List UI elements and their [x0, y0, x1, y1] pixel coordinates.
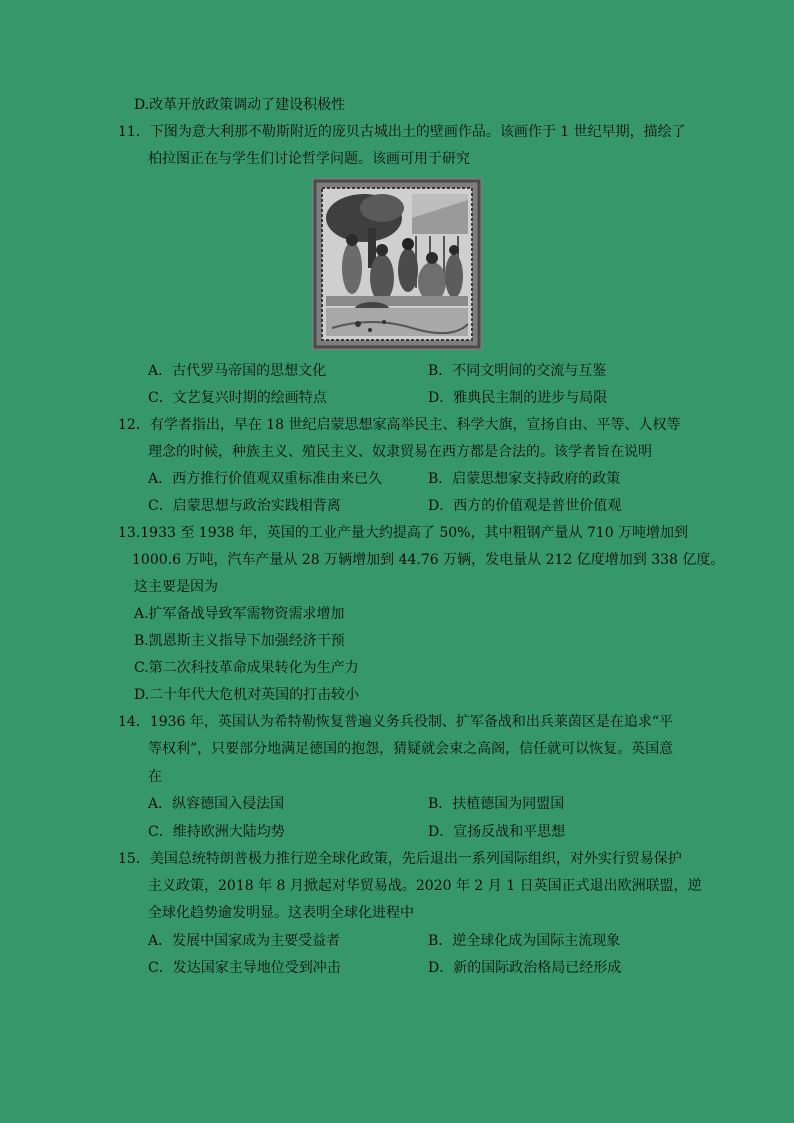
q13-stem-line-3: 这主要是因为 [134, 579, 218, 595]
q12-stem-line-1: 12．有学者指出，早在 18 世纪启蒙思想家高举民主、科学大旗，宣扬自由、平等、人权等 [118, 417, 681, 433]
q12-option-b: B．启蒙思想家支持政府的政策 [428, 471, 621, 487]
q12-option-c: C．启蒙思想与政治实践相背离 [148, 498, 341, 514]
q12-stem-line-2: 理念的时候，种族主义、殖民主义、奴隶贸易在西方都是合法的。该学者旨在说明 [148, 444, 652, 460]
q14-option-d: D．宣扬反战和平思想 [428, 824, 566, 840]
q11-option-b: B．不同文明间的交流与互鉴 [428, 363, 607, 379]
q13-stem-line-1: 13.1933 至 1938 年，英国的工业产量大约提高了 50%，其中粗钢产量从 710 万吨增加到 [118, 525, 689, 541]
q15-stem-line-3: 全球化趋势逾发明显。这表明全球化进程中 [148, 905, 414, 921]
q14-stem-line-1: 14．1936 年，英国认为希特勒恢复普遍义务兵役制、扩军备战和出兵莱茵区是在追求“平 [118, 714, 674, 730]
q11-option-a: A．古代罗马帝国的思想文化 [148, 363, 327, 379]
q14-option-b: B．扶植德国为同盟国 [428, 796, 565, 812]
pompeii-fresco-image [312, 178, 482, 350]
q13-option-a: A.扩军备战导致军需物资需求增加 [134, 606, 345, 622]
q14-stem-line-2: 等权利”，只要部分地满足德国的抱怨，猜疑就会束之高阁，信任就可以恢复。英国意 [148, 741, 674, 757]
q11-option-d: D．雅典民主制的进步与局限 [428, 390, 608, 406]
q13-option-d: D.二十年代大危机对英国的打击较小 [134, 687, 360, 703]
q14-option-c: C．维持欧洲大陆均势 [148, 824, 285, 840]
q15-option-b: B．逆全球化成为国际主流现象 [428, 933, 621, 949]
q15-option-a: A．发展中国家成为主要受益者 [148, 933, 341, 949]
q14-stem-line-3: 在 [148, 769, 162, 785]
q13-option-b: B.凯恩斯主义指导下加强经济干预 [134, 633, 345, 649]
q15-stem-line-2: 主义政策，2018 年 8 月掀起对华贸易战。2020 年 2 月 1 日英国正式退出欧洲联盟，逆 [148, 878, 702, 894]
q15-stem-line-1: 15．美国总统特朗普极力推行逆全球化政策，先后退出一系列国际组织，对外实行贸易保护 [118, 851, 682, 867]
q14-option-a: A．纵容德国入侵法国 [148, 796, 285, 812]
q15-option-c: C．发达国家主导地位受到冲击 [148, 960, 341, 976]
q10-option-d: D.改革开放政策调动了建设积极性 [134, 97, 346, 113]
q13-option-c: C.第二次科技革命成果转化为生产力 [134, 660, 359, 676]
q11-option-c: C．文艺复兴时期的绘画特点 [148, 390, 327, 406]
q12-option-d: D．西方的价值观是普世价值观 [428, 498, 622, 514]
q13-stem-line-2: 1000.6 万吨，汽车产量从 28 万辆增加到 44.76 万辆，发电量从 212 亿度增加到 338 亿度。 [132, 552, 725, 568]
q15-option-d: D．新的国际政治格局已经形成 [428, 960, 622, 976]
q11-stem-line-2: 柏拉图正在与学生们讨论哲学问题。该画可用于研究 [148, 151, 470, 167]
q12-option-a: A．西方推行价值观双重标准由来已久 [148, 471, 383, 487]
q11-stem-line-1: 11．下图为意大利那不勒斯附近的庞贝古城出土的壁画作品。该画作于 1 世纪早期，描绘了 [118, 124, 686, 140]
